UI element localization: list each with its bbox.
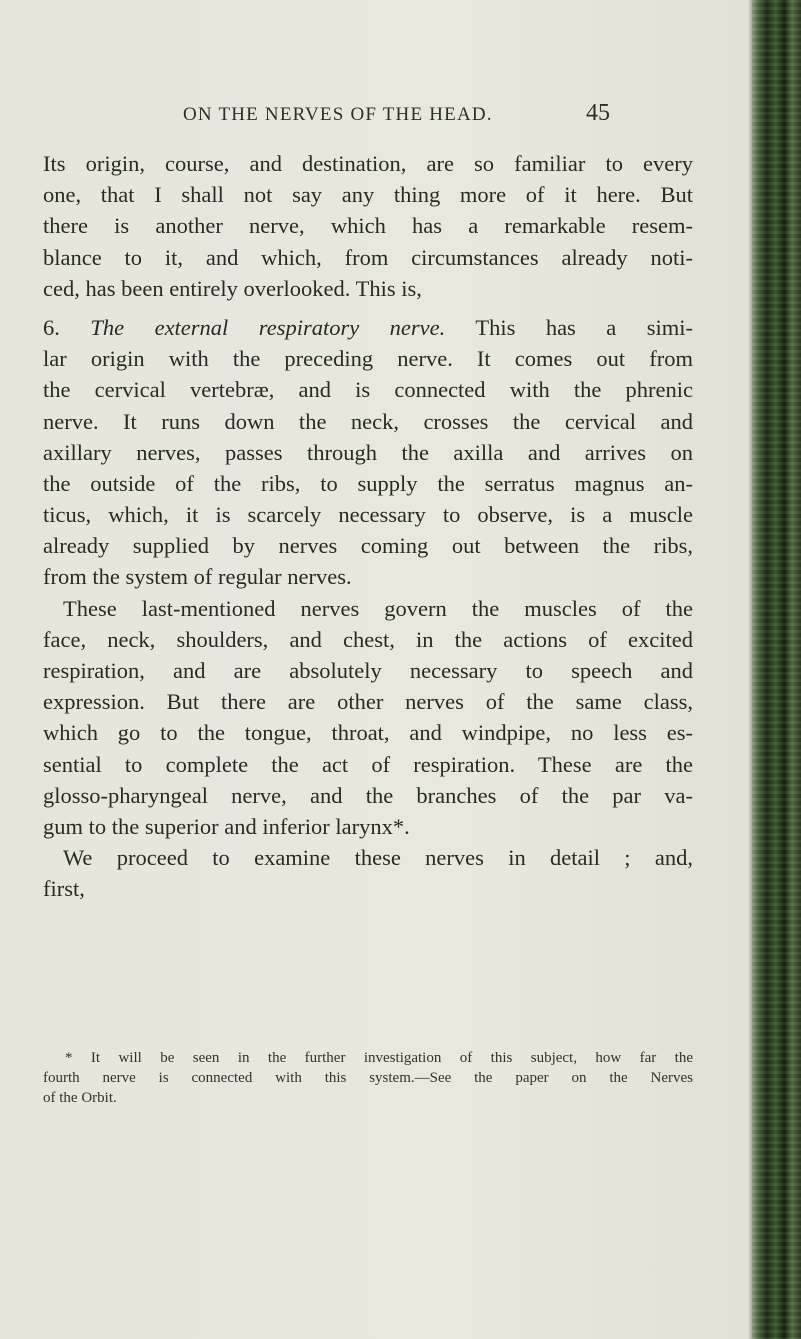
text-line: from the system of regular nerves. [43,564,352,590]
footnote-line: of the Orbit. [43,1090,117,1106]
text-line: blance to it, and which, from circumstances already noti- [43,244,693,270]
text-line: sential to complete the act of respiration. These are the [43,751,693,777]
footnote [43,1048,693,1108]
text-line: We proceed to examine these nerves in detail ; and, [63,845,693,871]
text-line: ticus, which, it is scarcely necessary to observe, is a muscle [43,502,693,528]
text-line: axillary nerves, passes through the axilla and arrives on [43,439,693,465]
text-fragment: This has a simi- [475,314,694,340]
running-head: ON THE NERVES OF THE HEAD. [183,104,493,125]
section-title: The external respiratory nerve. [90,314,446,340]
text-line: one, that I shall not say any thing more of it here. But [43,182,693,208]
book-spine [752,0,801,1339]
text-line: face, neck, shoulders, and chest, in the actions of excited [43,626,693,652]
text-line: ced, has been entirely overlooked. This is, [43,275,422,301]
text-line: nerve. It runs down the neck, crosses the cervical and [43,408,693,434]
text-line: These last-mentioned nerves govern the muscles of the [63,595,693,621]
footnote-line: * It will be seen in the further investigation of this subject, how far the [65,1050,693,1066]
text-line: the cervical vertebræ, and is connected with the phrenic [43,377,693,403]
section-number: 6. [43,314,60,340]
body-text [43,148,693,905]
text-line: the outside of the ribs, to supply the serratus magnus an- [43,470,693,496]
text-line: gum to the superior and inferior larynx*. [43,813,410,839]
page-header [0,100,752,134]
text-line: there is another nerve, which has a remarkable resem- [43,213,693,239]
text-line: glosso-pharyngeal nerve, and the branches of the par va- [43,782,693,808]
text-line: lar origin with the preceding nerve. It comes out from [43,346,693,372]
footnote-line: fourth nerve is connected with this system.—See the paper on the Nerves [43,1070,693,1086]
text-line: respiration, and are absolutely necessary to speech and [43,658,693,683]
text-line: already supplied by nerves coming out between the ribs, [43,533,693,559]
text-line: which go to the tongue, throat, and windpipe, no less es- [43,720,693,746]
text-line: expression. But there are other nerves of the same class, [43,689,693,715]
text-line: Its origin, course, and destination, are so familiar to every [43,151,693,176]
page-number: 45 [586,100,610,126]
text-line: first, [43,876,85,902]
section-gap [43,304,693,312]
section-heading-line [43,312,693,343]
